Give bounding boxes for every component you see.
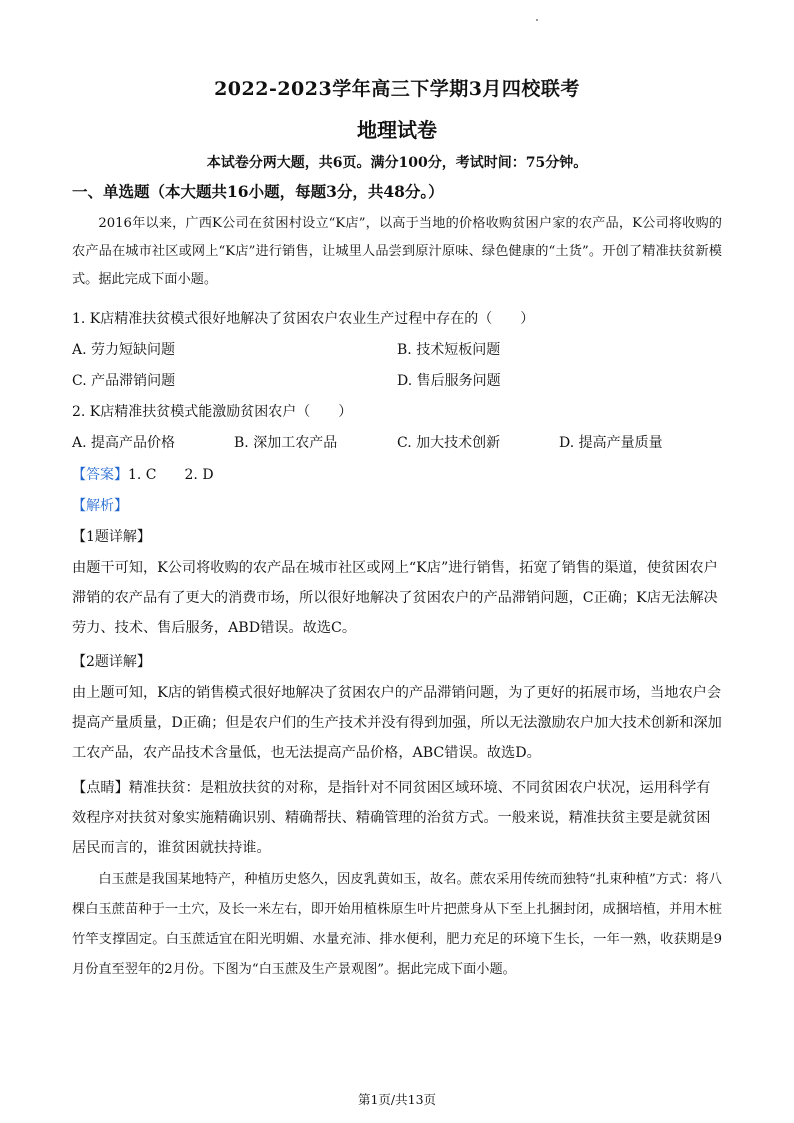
exam-subtitle: 地理试卷: [357, 118, 437, 142]
answer-label: 【答案】: [72, 467, 128, 483]
answer-line: [72, 464, 214, 484]
detail-2-text: 由上题可知，K店的销售模式很好地解决了贫困农户的产品滞销问题，为了更好的拓展市场，当地农户会提高产量质量，D正确；但是农户们的生产技术并没有得到加强，所以无法激励农户加大技术创新和深加工农产品，农产品技术含量低，也无法提高产品价格，ABC错误。故选D。: [72, 685, 722, 761]
section-heading: 一、单选题（本大题共16小题，每题3分，共48分。）: [72, 182, 444, 201]
q2-option-d: D. 提高产量质量: [559, 435, 663, 451]
exam-title: 2022-2023学年高三下学期3月四校联考: [214, 78, 580, 100]
page-number: 第1页/共13页: [357, 1092, 437, 1107]
passage-2: 白玉蔗是我国某地特产，种植历史悠久，因皮乳黄如玉，故名。蔗农采用传统而独特“扎束种植”方式：将八棵白玉蔗苗种于一土穴，及长一米左右，即开始用植株原生叶片把蔗身从下至上扎捆封闭，成捆培植，并用木桩竹竿支撑固定。白玉蔗适宜在阳光明媚、水量充沛、排水便利，肥力充足的环境下生长，一年一熟，收获期是9月份直至翌年的2月份。下图为“白玉蔗及生产景观图”。据此完成下面小题。: [72, 872, 722, 977]
exam-meta: 本试卷分两大题，共6页。满分100分，考试时间：75分钟。: [206, 155, 588, 171]
note-label: 【点睛】: [72, 780, 129, 796]
q1-option-a: A. 劳力短缺问题: [72, 342, 176, 358]
detail-2-label: 【2题详解】: [72, 654, 151, 670]
q2-option-b: B. 深加工农产品: [234, 435, 338, 451]
detail-1-label: 【1题详解】: [72, 529, 151, 545]
analysis-label: 【解析】: [72, 498, 128, 514]
q1-option-c: C. 产品滞销问题: [72, 373, 176, 389]
passage-1: 2016年以来，广西K公司在贫困村设立“K店”，以高于当地的价格收购贫困户家的农产品，K公司将收购的农产品在城市社区或网上“K店”进行销售，让城里人品尝到原汁原味、绿色健康的“土货”。开创了精准扶贫新模式。据此完成下面小题。: [72, 216, 722, 287]
q2-option-c: C. 加大技术创新: [397, 435, 501, 451]
note-block: [72, 773, 722, 863]
note-text: 精准扶贫：是粗放扶贫的对称，是指针对不同贫困区域环境、不同贫困农户状况，运用科学有效程序对扶贫对象实施精确识别、精确帮扶、精确管理的治贫方式。一般来说，精准扶贫主要是就贫困居民而言的，谁贫困就扶持谁。: [72, 780, 711, 856]
detail-1-text: 由题干可知，K公司将收购的农产品在城市社区或网上“K店”进行销售，拓宽了销售的渠道，使贫困农户滞销的农产品有了更大的消费市场，所以很好地解决了贫困农户的产品滞销问题，C正确；K店无法解决劳力、技术、售后服务，ABD错误。故选C。: [72, 560, 718, 636]
answer-value: 1. C 2. D: [128, 467, 214, 483]
question-1-stem: 1. K店精准扶贫模式很好地解决了贫困农户农业生产过程中存在的（ ）: [72, 311, 535, 327]
q1-option-d: D. 售后服务问题: [397, 373, 501, 389]
q2-option-a: A. 提高产品价格: [72, 435, 176, 451]
question-2-stem: 2. K店精准扶贫模式能激励贫困农户（ ）: [72, 404, 353, 420]
scan-dot: [536, 19, 538, 21]
q1-option-b: B. 技术短板问题: [397, 342, 501, 358]
